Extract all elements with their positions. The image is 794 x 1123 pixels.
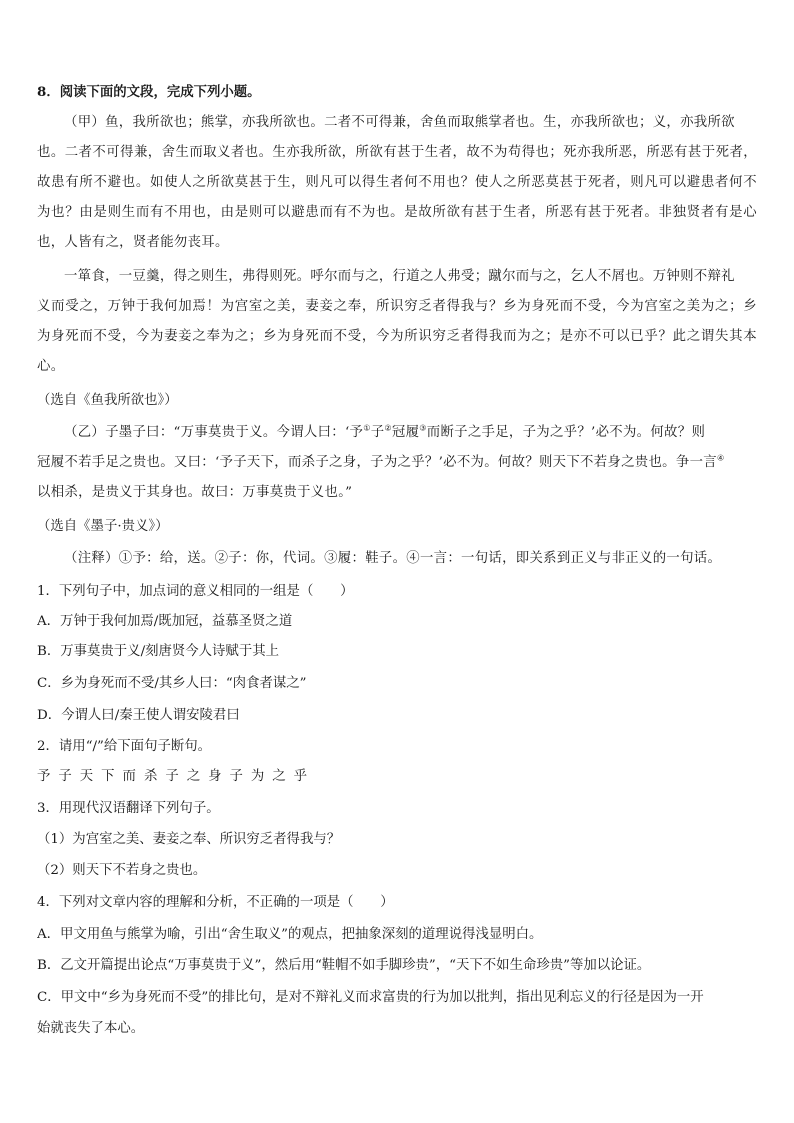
passage-a-line: 故患有所不避也。如使人之所欲莫甚于生，则凡可以得生者何不用也？使人之所恶莫甚于死者，则凡可以避患者何不 [37, 175, 757, 190]
passage-b-text: 而断子之手足，子为之乎？’必不为。何故？则 [426, 425, 706, 440]
source-a: （选自《鱼我所欲也》） [37, 393, 178, 408]
passage-a-line: 心。 [37, 359, 65, 374]
passage-b-line-1 [64, 423, 757, 443]
footnote-marker: ③ [419, 423, 427, 433]
passage-a-line: 一箪食，一豆羹，得之则生，弗得则死。呼尔而与之，行道之人弗受；蹴尔而与之，乞人不屑也。万钟则不辩礼 [64, 269, 735, 284]
q1-stem: 1．下列句子中，加点词的意义相同的一组是（ ） [37, 584, 354, 599]
footnote-marker: ② [384, 423, 392, 433]
passage-a-line: 为也？由是则生而有不用也，由是则可以避患而有不为也。是故所欲有甚于生者，所恶有甚于死者。非独贤者有是心 [37, 205, 757, 220]
q3-item-1: （1）为宫室之美、妻妾之奉、所识穷乏者得我与？ [37, 832, 341, 847]
notes: （注释）①予：给，送。②子：你，代词。③履：鞋子。④一言：一句话，即关系到正义与非正义的一句话。 [64, 551, 722, 566]
q2-stem: 2．请用“/”给下面句子断句。 [37, 739, 212, 754]
passage-a-line: 为身死而不受，今为妻妾之奉为之；乡为身死而不受，今为所识穷乏者得我而为之；是亦不可以已乎？此之谓失其本 [37, 329, 757, 344]
q4-option-c-cont: 始就丧失了本心。 [37, 1021, 145, 1036]
footnote-marker: ④ [716, 453, 725, 463]
passage-b-text: 冠履 [391, 425, 420, 440]
passage-a-line: 也，人皆有之，贤者能勿丧耳。 [37, 235, 229, 250]
passage-a-line: 义而受之，万钟于我何加焉！为宫室之美，妻妾之奉，所识穷乏者得我与？乡为身死而不受，今为宫室之美为之；乡 [37, 299, 757, 314]
passage-b-text: 子 [370, 425, 385, 440]
q1-option-b: B．万事莫贵于义/刻唐贤今人诗赋于其上 [37, 644, 279, 659]
q3-item-2: （2）则天下不若身之贵也。 [37, 863, 207, 878]
q4-option-c: C．甲文中“乡为身死而不受”的排比句，是对不辩礼义而求富贵的行为加以批判，指出见利忘义的行径是因为一开 [37, 990, 704, 1005]
source-b: （选自《墨子·贵义》） [37, 519, 169, 534]
q1-option-c: C．乡为身死而不受/其乡人曰：“肉食者谋之” [37, 676, 307, 691]
footnote-marker: ① [363, 423, 371, 433]
passage-b-line-2 [37, 453, 757, 473]
q3-stem: 3．用现代汉语翻译下列句子。 [37, 801, 220, 816]
q4-stem: 4．下列对文章内容的理解和分析，不正确的一项是（ ） [37, 895, 394, 910]
q2-sentence: 予子天下而杀子之身子为之乎 [37, 769, 316, 784]
passage-b-line-3: 以相杀，是贵义于其身也。故曰：万事莫贵于义也。” [37, 485, 353, 500]
q4-option-b: B．乙文开篇提出论点“万事莫贵于义”，然后用“鞋帽不如手脚珍贵”，“天下不如生命珍贵”等加以论证。 [37, 958, 651, 973]
question-header: 8．阅读下面的文段，完成下列小题。 [37, 84, 261, 100]
q4-option-a: A．甲文用鱼与熊掌为喻，引出“舍生取义”的观点，把抽象深刻的道理说得浅显明白。 [37, 927, 543, 942]
passage-b-text: 冠履不若手足之贵也。又曰：‘予子天下，而杀子之身，子为之乎？’必不为。何故？则天下不若身之贵也。争一言 [37, 455, 717, 470]
passage-a-line: 也。二者不可得兼，舍生而取义者也。生亦我所欲，所欲有甚于生者，故不为苟得也；死亦我所恶，所恶有甚于死者， [37, 145, 757, 160]
q1-option-d: D．今谓人曰/秦王使人谓安陵君曰 [37, 708, 240, 723]
q1-option-a: A．万钟于我何加焉/既加冠，益慕圣贤之道 [37, 614, 293, 629]
passage-b-text: （乙）子墨子曰：“万事莫贵于义。今谓人曰：‘予 [64, 425, 364, 440]
passage-a-line: （甲）鱼，我所欲也；熊掌，亦我所欲也。二者不可得兼，舍鱼而取熊掌者也。生，亦我所欲也；义，亦我所欲 [64, 115, 735, 130]
